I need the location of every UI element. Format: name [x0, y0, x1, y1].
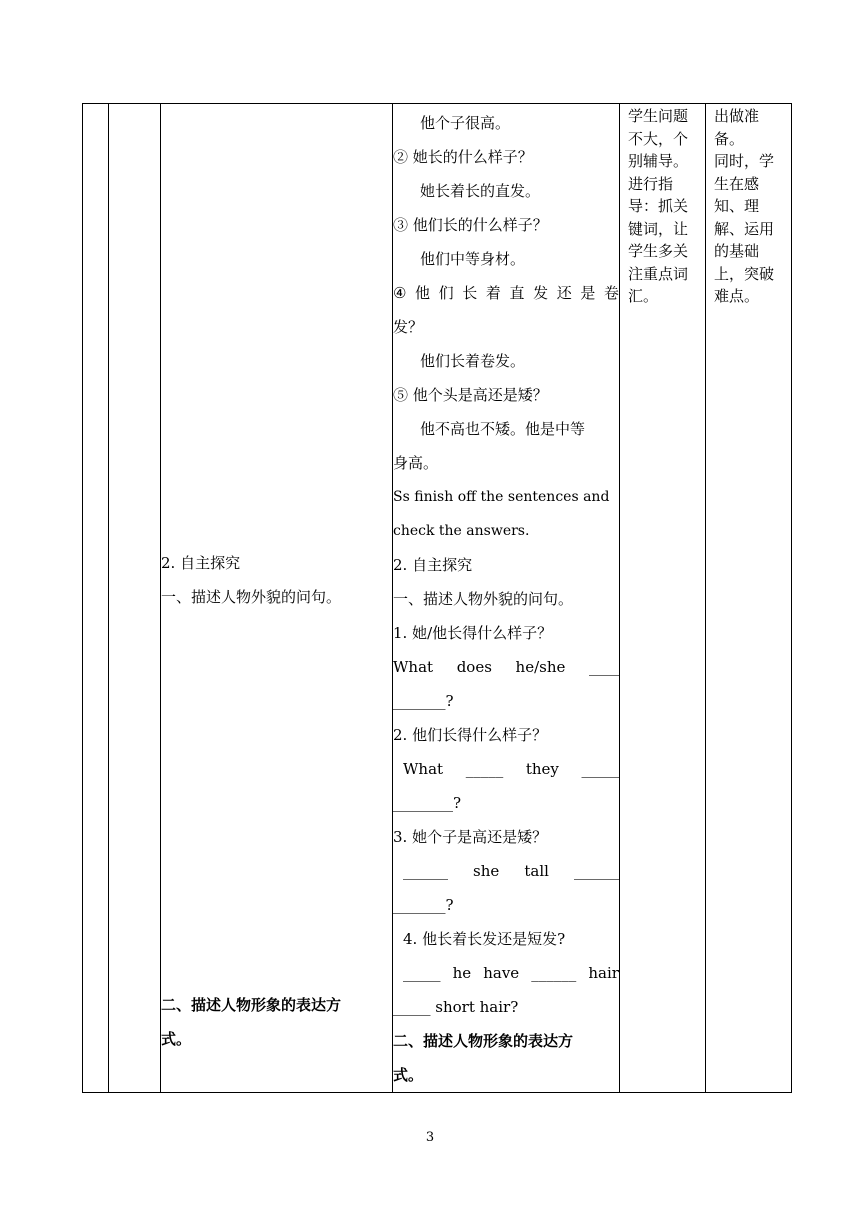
purpose-line: 备。 [714, 129, 745, 148]
exercise-2-english [393, 752, 619, 786]
teacher-activity-cell [161, 104, 393, 1093]
guidance-line: 导：抓关 [628, 197, 689, 215]
e2-word: they [525, 760, 559, 778]
sub2-heading-line2: 式。 [161, 1030, 192, 1048]
empty-column-1 [83, 104, 109, 1093]
purpose-cell [706, 104, 792, 1093]
e1-word: he/she [515, 658, 566, 676]
exercise-1-end: _______? [393, 692, 454, 710]
q4-word: 他 [415, 284, 431, 302]
sub2-heading-line2: 式。 [393, 1066, 424, 1084]
guidance-line: 不大，个 [628, 129, 689, 148]
q4-word: 长 [462, 284, 478, 302]
exercise-1-english [393, 650, 619, 684]
exercise-3-end: _______? [393, 896, 454, 914]
answer-4: 他们长着卷发。 [420, 352, 526, 370]
purpose-line: 生在感 [714, 174, 760, 193]
q4-word: 直 [509, 284, 525, 302]
e2-word: _____ [465, 760, 504, 778]
exercise-4-chinese: 4. 他长着长发还是短发? [403, 930, 566, 948]
sub1-heading: 一、描述人物外貌的问句。 [161, 588, 342, 606]
question-4-line1 [393, 276, 619, 310]
page-number: 3 [425, 1130, 435, 1145]
exercise-3-chinese: 3. 她个子是高还是矮？ [393, 828, 548, 846]
item2-heading: 2. 自主探究 [393, 556, 473, 574]
question-4-line2: 发？ [393, 318, 424, 336]
q4-word: ④ [393, 284, 407, 302]
exercise-4-english [393, 956, 619, 990]
question-2: ② 她长的什么样子？ [393, 148, 533, 166]
question-3: ③ 他们长的什么样子？ [393, 216, 548, 234]
purpose-line: 出做准 [714, 107, 760, 125]
exercise-2-end: ________? [393, 794, 462, 812]
exercise-1-chinese: 1. 她/他长得什么样子？ [393, 624, 553, 642]
guidance-line: 注重点词 [628, 264, 689, 283]
e2-word: _____ [581, 760, 619, 778]
sub2-heading-line1: 二、描述人物形象的表达方 [393, 1032, 574, 1050]
e1-word: ____ [588, 658, 619, 676]
purpose-line: 的基础 [714, 242, 760, 260]
e4-word: he [452, 964, 472, 982]
answer-1: 他个子很高。 [420, 114, 511, 132]
question-5: ⑤ 他个头是高还是矮？ [393, 386, 548, 404]
item2-heading: 2. 自主探究 [161, 554, 241, 572]
e3-word: ______ [403, 862, 448, 880]
sub1-heading: 一、描述人物外貌的问句。 [393, 590, 574, 608]
e1-word: does [456, 658, 492, 676]
instruction-line2: check the answers. [393, 523, 530, 539]
purpose-line: 解、运用 [714, 219, 775, 238]
e2-word: What [403, 760, 444, 778]
e3-word: she [473, 862, 500, 880]
e4-word: hair [588, 964, 619, 982]
empty-column-2 [109, 104, 161, 1093]
purpose-line: 知、理 [714, 197, 760, 215]
answer-5-line1: 他不高也不矮。他是中等 [420, 420, 586, 438]
q4-word: 着 [485, 284, 501, 302]
q4-word: 发 [533, 284, 549, 302]
q4-word: 还 [556, 284, 572, 302]
purpose-line: 同时，学 [714, 152, 775, 170]
e3-word: tall [524, 862, 549, 880]
student-activity-cell [393, 104, 620, 1093]
purpose-line: 上，突破 [714, 264, 775, 283]
e4-word: ______ [531, 964, 577, 982]
guidance-line: 学生多关 [628, 242, 689, 260]
sub2-heading-line1: 二、描述人物形象的表达方 [161, 996, 342, 1014]
e4-word: _____ [403, 964, 441, 982]
exercise-2-chinese: 2. 他们长得什么样子？ [393, 726, 548, 744]
guidance-line: 汇。 [628, 287, 659, 305]
guidance-line: 键词，让 [628, 219, 689, 238]
guidance-line: 进行指 [628, 174, 674, 193]
q4-word: 是 [580, 284, 596, 302]
e3-word: ______ [573, 862, 619, 880]
answer-3: 他们中等身材。 [420, 250, 526, 268]
q4-word: 卷 [603, 284, 619, 302]
instruction-line1: Ss finish off the sentences and [393, 489, 610, 505]
exercise-4-end: _____ short hair? [393, 998, 519, 1016]
answer-2: 她长着长的直发。 [420, 182, 541, 200]
lesson-plan-table [82, 103, 792, 1093]
guidance-cell [620, 104, 706, 1093]
exercise-3-english [393, 854, 619, 888]
e4-word: have [483, 964, 520, 982]
guidance-line: 别辅导。 [628, 152, 689, 170]
e1-word: What [393, 658, 434, 676]
answer-5-line2: 身高。 [393, 454, 439, 472]
guidance-line: 学生问题 [628, 107, 689, 125]
purpose-line: 难点。 [714, 287, 760, 305]
q4-word: 们 [438, 284, 454, 302]
